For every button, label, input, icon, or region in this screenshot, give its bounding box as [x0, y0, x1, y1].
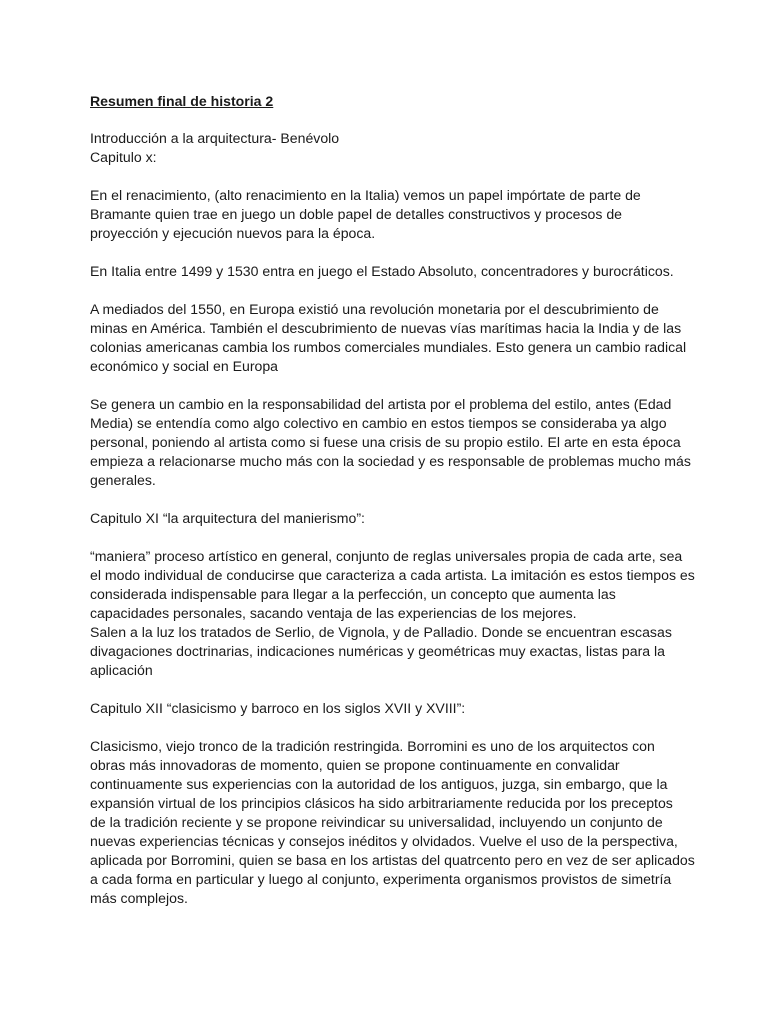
paragraph-line: a cada forma en particular y luego al conjunto, experimenta organismos provistos de simetría [90, 871, 672, 887]
paragraph-line: aplicada por Borromini, quien se basa en los artistas del quatrcento pero en vez de ser aplicados [90, 852, 695, 868]
paragraph-line: continuamente sus experiencias con la autoridad de los antiguos, juzga, sin embargo, que la [90, 776, 668, 792]
paragraph-line: obras más innovadoras de momento, quien se propone continuamente en convalidar [90, 757, 620, 773]
paragraph-line: En el renacimiento, (alto renacimiento en la Italia) vemos un papel impórtate de parte de [90, 187, 641, 203]
paragraph [90, 395, 691, 490]
paragraph-line: capacidades personales, sacando ventaja de las experiencias de los mejores. [90, 605, 577, 621]
paragraph [90, 262, 688, 281]
paragraph-line: Salen a la luz los tratados de Serlio, de Vignola, y de Palladio. Donde se encuentran escasas [90, 624, 672, 640]
paragraph-line: Media) se entendía como algo colectivo en cambio en estos tiempos se consideraba ya algo [90, 415, 667, 431]
paragraph-line: “maniera” proceso artístico en general, conjunto de reglas universales propia de cada arte, sea [90, 548, 683, 564]
paragraph-line: de la tradición reciente y se propone reivindicar su universalidad, incluyendo un conjunto de [90, 814, 663, 830]
paragraph-line: Capitulo XII “clasicismo y barroco en los siglos XVII y XVIII”: [90, 700, 466, 716]
paragraph [90, 300, 688, 376]
paragraph-line: empieza a relacionarse mucho más con la sociedad y es responsable de problemas mucho más [90, 453, 691, 469]
paragraph-line: proyección y ejecución nuevos para la época. [90, 225, 376, 241]
paragraph-line: Bramante quien trae en juego un doble papel de detalles constructivos y procesos de [90, 206, 622, 222]
paragraph-line: económico y social en Europa [90, 358, 279, 374]
paragraph [90, 509, 688, 528]
paragraph-line: Capitulo x: [90, 149, 157, 165]
paragraph-line: aplicación [90, 662, 153, 678]
paragraph [90, 699, 688, 718]
paragraph-line: expansión virtual de los principios clásicos ha sido arbitrariamente reducida por los preceptos [90, 795, 673, 811]
paragraph-line: el modo individual de conducirse que caracteriza a cada artista. La imitación es estos tiempos es [90, 567, 695, 583]
paragraph [90, 129, 688, 167]
paragraph-line: Clasicismo, viejo tronco de la tradición restringida. Borromini es uno de los arquitectos con [90, 738, 655, 754]
paragraph-line: personal, poniendo al artista como si fuese una crisis de su propio estilo. El arte en esta época [90, 434, 681, 450]
document-body [90, 129, 695, 908]
paragraph-line: Capitulo XI “la arquitectura del manierismo”: [90, 510, 365, 526]
paragraph-line: generales. [90, 472, 156, 488]
paragraph-line: divagaciones doctrinarias, indicaciones numéricas y geométricas muy exactas, listas para la [90, 643, 665, 659]
paragraph-line: A mediados del 1550, en Europa existió una revolución monetaria por el descubrimiento de [90, 301, 659, 317]
paragraph-line: nuevas experiencias técnicas y consejos inéditos y olvidados. Vuelve el uso de la perspectiva, [90, 833, 678, 849]
paragraph-line: más complejos. [90, 890, 188, 906]
paragraph-line: minas en América. También el descubrimiento de nuevas vías marítimas hacia la India y de las [90, 320, 682, 336]
paragraph-line: En Italia entre 1499 y 1530 entra en juego el Estado Absoluto, concentradores y burocráticos. [90, 263, 674, 279]
paragraph-line: considerada indispensable para llegar a la perfección, un concepto que aumenta las [90, 586, 616, 602]
paragraph [90, 547, 695, 680]
paragraph-line: Introducción a la arquitectura- Benévolo [90, 130, 340, 146]
paragraph [90, 186, 688, 243]
paragraph-line: colonias americanas cambia los rumbos comerciales mundiales. Esto genera un cambio radical [90, 339, 687, 355]
paragraph-line: Se genera un cambio en la responsabilidad del artista por el problema del estilo, antes (Edad [90, 396, 672, 412]
document-title: Resumen final de historia 2 [90, 93, 274, 109]
paragraph [90, 737, 695, 908]
